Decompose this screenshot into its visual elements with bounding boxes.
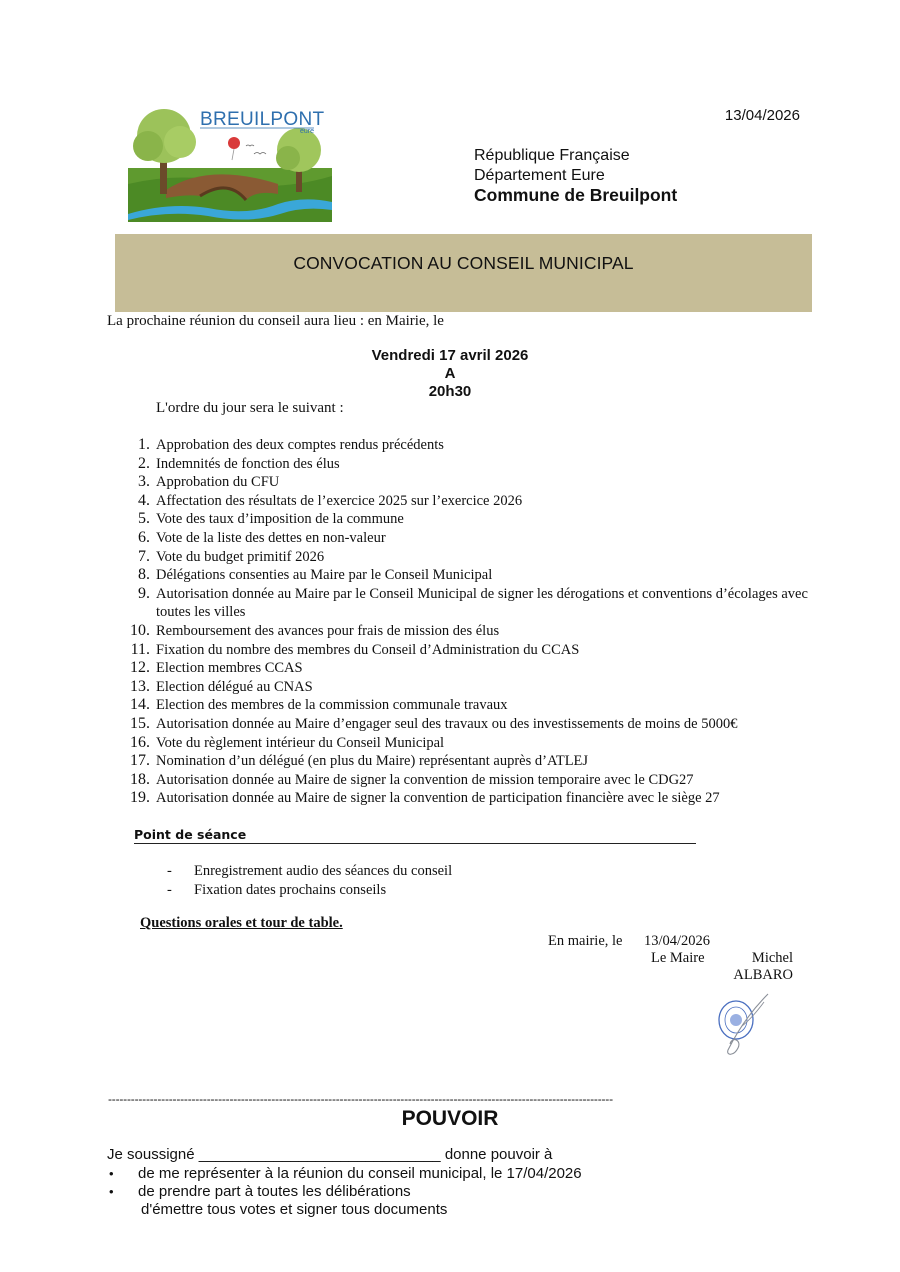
agenda-item-number: 4.: [138, 491, 150, 509]
intro-text: La prochaine réunion du conseil aura lieu : en Mairie, le: [107, 313, 444, 329]
agenda-item-number: 10.: [130, 621, 150, 639]
agenda-item: [120, 678, 810, 697]
agenda-item-text: Vote du budget primitif 2026: [156, 548, 325, 565]
meeting-date: Vendredi 17 avril 2026: [371, 347, 529, 364]
agenda-item-number: 7.: [138, 547, 150, 565]
agenda-item: [120, 771, 810, 790]
agenda-item-text: Vote du règlement intérieur du Conseil Municipal: [156, 734, 445, 751]
seance-item: [165, 862, 452, 881]
agenda-item: [120, 585, 810, 622]
agenda-item-number: 12.: [130, 659, 150, 677]
agenda-item-text: Délégations consenties au Maire par le Conseil Municipal: [156, 567, 493, 584]
agenda-item-number: 18.: [130, 770, 150, 788]
agenda-item-number: 2.: [138, 454, 150, 472]
agenda-item-number: 1.: [138, 436, 150, 453]
agenda-item-text: Vote de la liste des dettes en non-valeur: [156, 529, 386, 546]
cut-line: -------------------------------------------------------------------------------------------------------------------------------------: [108, 1092, 613, 1106]
agenda-item-text: Election membres CCAS: [156, 660, 303, 677]
pouvoir-extra: d'émettre tous votes et signer tous documents: [141, 1201, 448, 1218]
agenda-item-number: 11.: [130, 640, 150, 658]
header-departement: Département Eure: [474, 166, 605, 184]
agenda-item: [120, 436, 810, 455]
page-title: CONVOCATION AU CONSEIL MUNICIPAL: [293, 253, 634, 273]
agenda-item-text: Autorisation donnée au Maire de signer la convention de participation financière avec le siège 27: [156, 790, 720, 807]
agenda-item: [120, 492, 810, 511]
mayor-lastname: ALBARO: [733, 967, 793, 983]
agenda-item-text: Vote des taux d’imposition de la commune: [156, 511, 404, 528]
meeting-info: [300, 347, 600, 401]
agenda-item: [120, 659, 810, 678]
commune-logo: [128, 106, 332, 222]
meeting-time: 20h30: [428, 383, 472, 400]
seance-item: [165, 881, 452, 900]
agenda-item-number: 9.: [138, 584, 150, 602]
agenda-item-text: Fixation du nombre des membres du Conseil d’Administration du CCAS: [156, 641, 580, 658]
pouvoir-title: POUVOIR: [401, 1107, 499, 1130]
signature-role: Le Maire: [651, 950, 705, 966]
agenda-item: [120, 529, 810, 548]
mayor-firstname: Michel: [751, 950, 793, 966]
seance-item-dash: -: [167, 863, 172, 879]
logo-sub-text: eure: [299, 128, 314, 135]
agenda-item-number: 13.: [130, 677, 150, 695]
seance-item-text: Fixation dates prochains conseils: [194, 881, 387, 898]
signature-date: 13/04/2026: [644, 933, 711, 949]
agenda-item: [120, 715, 810, 734]
agenda-item: [120, 510, 810, 529]
seance-heading: Point de séance: [134, 827, 696, 844]
header-republique: République Française: [474, 147, 630, 164]
pouvoir-item-text: de me représenter à la réunion du conseil municipal, le 17/04/2026: [138, 1165, 582, 1182]
pouvoir-item: [107, 1165, 582, 1183]
meeting-separator: A: [444, 365, 456, 382]
agenda-intro: L'ordre du jour sera le suivant :: [156, 400, 344, 416]
signature-place: En mairie, le: [548, 933, 623, 949]
agenda-item-text: Nomination d’un délégué (en plus du Maire) représentant auprès d’ATLEJ: [156, 753, 589, 770]
agenda-item: [120, 455, 810, 474]
agenda-item-text: Remboursement des avances pour frais de mission des élus: [156, 622, 500, 639]
agenda-item-text: Autorisation donnée au Maire de signer la convention de mission temporaire avec le CDG27: [156, 771, 694, 788]
logo-brand-text: BREUILPONT: [200, 109, 325, 130]
seance-item-text: Enregistrement audio des séances du conseil: [194, 863, 453, 879]
agenda-item: [120, 622, 810, 641]
agenda-item-text: Indemnités de fonction des élus: [156, 455, 340, 472]
agenda-item-text: Approbation du CFU: [156, 474, 280, 491]
pouvoir-soussigne: Je soussigné _____________________________ donne pouvoir à: [107, 1146, 553, 1163]
agenda-item-number: 17.: [130, 752, 150, 770]
header-commune: Commune de Breuilpont: [474, 185, 678, 205]
agenda-item-text: Approbation des deux comptes rendus précédents: [156, 437, 444, 453]
seance-item-dash: -: [167, 881, 172, 898]
agenda-item-text: Election des membres de la commission communale travaux: [156, 697, 508, 714]
agenda-item-number: 19.: [130, 789, 150, 807]
mayor-signature-stamp: [712, 990, 792, 1062]
agenda-item: [120, 548, 810, 567]
agenda-item-text: Autorisation donnée au Maire d’engager seul des travaux ou des investissements de moins de 5000€: [156, 715, 738, 732]
agenda-item: [120, 752, 810, 771]
agenda-item: [120, 789, 810, 808]
agenda-item-number: 8.: [138, 566, 150, 584]
pouvoir-item: [107, 1183, 582, 1201]
agenda-item-text: Autorisation donnée au Maire par le Conseil Municipal de signer les dérogations et conventions d’écolages avec toutes les villes: [156, 585, 808, 621]
agenda-item-text: Election délégué au CNAS: [156, 678, 313, 695]
pouvoir-list: [107, 1165, 582, 1201]
agenda-item-number: 16.: [130, 733, 150, 751]
agenda-list: [120, 436, 810, 808]
agenda-item-number: 15.: [130, 714, 150, 732]
agenda-item-text: Affectation des résultats de l’exercice 2025 sur l’exercice 2026: [156, 492, 523, 509]
document-date: 13/04/2026: [724, 107, 800, 124]
agenda-item-number: 3.: [138, 473, 150, 491]
title-banner: [115, 234, 812, 312]
agenda-item-number: 6.: [138, 528, 150, 546]
bullet-icon: •: [109, 1166, 114, 1181]
agenda-item: [120, 734, 810, 753]
agenda-item-number: 5.: [138, 510, 150, 528]
header-block: [474, 146, 677, 206]
agenda-item: [120, 696, 810, 715]
agenda-item: [120, 566, 810, 585]
agenda-item: [120, 473, 810, 492]
questions-heading: Questions orales et tour de table.: [140, 915, 343, 931]
pouvoir-item-text: de prendre part à toutes les délibérations: [138, 1183, 411, 1200]
agenda-item: [120, 641, 810, 660]
bullet-icon: •: [109, 1184, 114, 1199]
seance-list: [165, 862, 452, 899]
agenda-item-number: 14.: [130, 696, 150, 714]
